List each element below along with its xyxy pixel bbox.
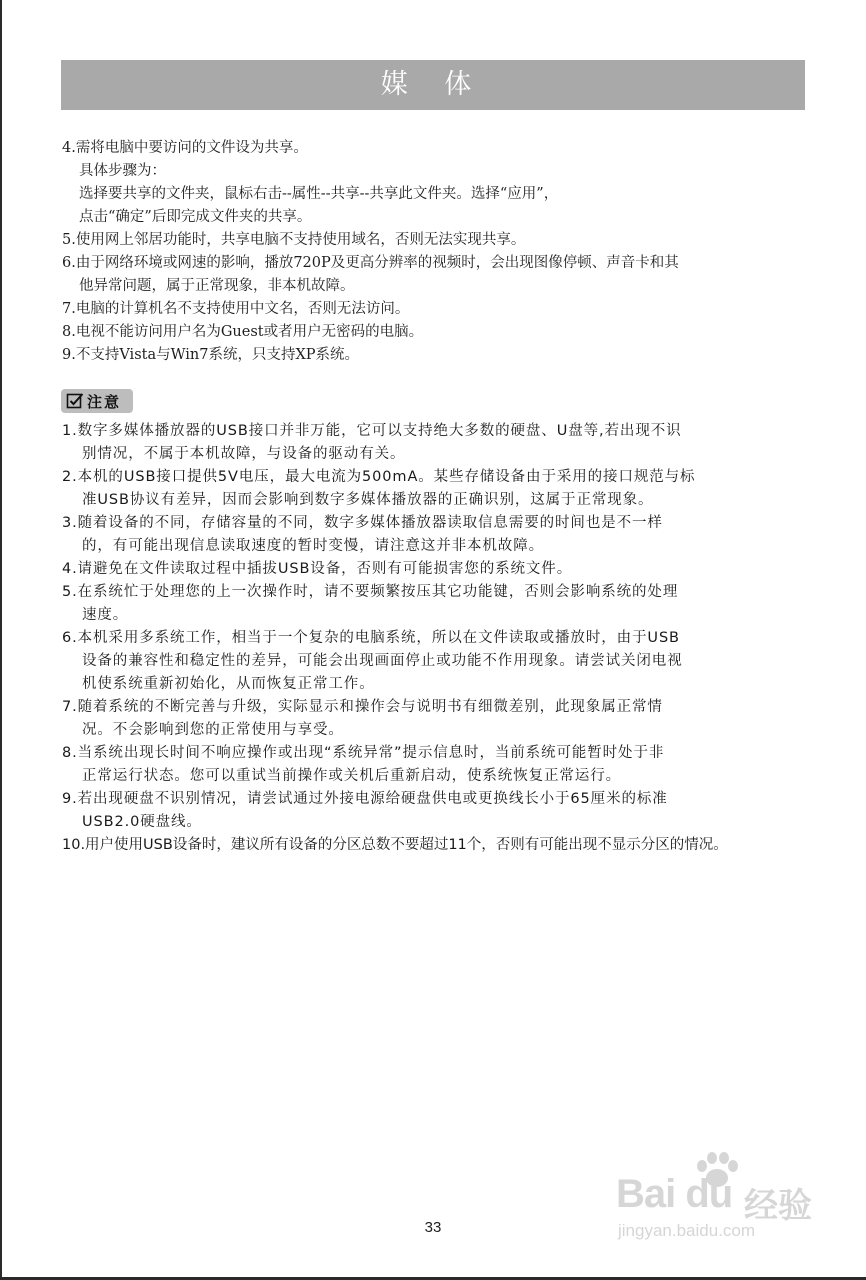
text-line-continuation: 别情况，不属于本机故障，与设备的驱动有关。 bbox=[82, 446, 406, 462]
note-badge bbox=[61, 389, 133, 413]
list-item: 7.随着系统的不断完善与升级，实际显示和操作会与说明书有细微差别，此现象属正常情 bbox=[62, 699, 663, 715]
watermark-cn: 经验 bbox=[744, 1186, 812, 1226]
list-item: 6.由于网络环境或网速的影响，播放720P及更高分辨率的视频时，会出现图像停顿、声音卡和其 bbox=[62, 255, 679, 271]
text-line-continuation: 点击“确定”后即完成文件夹的共享。 bbox=[79, 209, 312, 225]
note-label: 注意 bbox=[87, 392, 122, 411]
page-left-border bbox=[0, 0, 2, 1280]
list-item: 10.用户使用USB设备时，建议所有设备的分区总数不要超过11个，否则有可能出现不显示分区的情况。 bbox=[62, 837, 728, 853]
list-item: 4.需将电脑中要访问的文件设为共享。 bbox=[62, 140, 308, 156]
watermark-logo: Bai du bbox=[616, 1172, 733, 1216]
text-line-continuation: 正常运行状态。您可以重试当前操作或关机后重新启动，使系统恢复正常运行。 bbox=[82, 768, 621, 784]
list-item: 9.若出现硬盘不识别情况，请尝试通过外接电源给硬盘供电或更换线长小于65厘米的标准 bbox=[62, 791, 668, 807]
list-item: 8.电视不能访问用户名为Guest或者用户无密码的电脑。 bbox=[62, 324, 424, 340]
text-line-continuation: 设备的兼容性和稳定性的差异，可能会出现画面停止或功能不作用现象。请尝试关闭电视 bbox=[82, 653, 683, 669]
text-line-continuation: 机使系统重新初始化，从而恢复正常工作。 bbox=[82, 676, 375, 692]
text-line-continuation: USB2.0硬盘线。 bbox=[82, 814, 202, 830]
sharing-notes-list bbox=[62, 137, 806, 367]
text-line-continuation: 他异常问题，属于正常现象，非本机故障。 bbox=[79, 278, 355, 294]
page-title: 媒 体 bbox=[61, 60, 805, 110]
baidu-jingyan-watermark bbox=[612, 1150, 822, 1250]
list-item: 2.本机的USB接口提供5V电压，最大电流为500mA。某些存储设备由于采用的接口规范与标 bbox=[62, 469, 696, 485]
text-line-continuation: 况。不会影响到您的正常使用与享受。 bbox=[82, 722, 344, 738]
caution-notes-list bbox=[62, 420, 810, 857]
list-item: 9.不支持Vista与Win7系统，只支持XP系统。 bbox=[62, 347, 360, 363]
text-line-continuation: 选择要共享的文件夹，鼠标右击--属性--共享--共享此文件夹。选择“应用”， bbox=[79, 186, 559, 202]
text-line-continuation: 具体步骤为： bbox=[79, 163, 166, 179]
text-line-continuation: 准USB协议有差异，因而会影响到数字多媒体播放器的正确识别，这属于正常现象。 bbox=[82, 492, 654, 508]
list-item: 1.数字多媒体播放器的USB接口并非万能，它可以支持绝大多数的硬盘、U盘等,若出现不识 bbox=[62, 423, 682, 439]
list-item: 6.本机采用多系统工作，相当于一个复杂的电脑系统，所以在文件读取或播放时，由于USB bbox=[62, 630, 680, 646]
edit-check-icon bbox=[66, 392, 84, 410]
watermark-url: jingyan.baidu.com bbox=[618, 1221, 756, 1240]
page-number: 33 bbox=[424, 1219, 442, 1236]
list-item: 3.随着设备的不同，存储容量的不同，数字多媒体播放器读取信息需要的时间也是不一样 bbox=[62, 515, 663, 531]
list-item: 5.使用网上邻居功能时，共享电脑不支持使用域名，否则无法实现共享。 bbox=[62, 232, 526, 248]
list-item: 7.电脑的计算机名不支持使用中文名，否则无法访问。 bbox=[62, 301, 410, 317]
text-line-continuation: 速度。 bbox=[82, 607, 129, 623]
list-item: 4.请避免在文件读取过程中插拔USB设备，否则有可能损害您的系统文件。 bbox=[62, 561, 573, 577]
text-line-continuation: 的，有可能出现信息读取速度的暂时变慢，请注意这并非本机故障。 bbox=[82, 538, 544, 554]
list-item: 5.在系统忙于处理您的上一次操作时，请不要频繁按压其它功能键，否则会影响系统的处理 bbox=[62, 584, 679, 600]
list-item: 8.当系统出现长时间不响应操作或出现“系统异常”提示信息时，当前系统可能暂时处于非 bbox=[62, 745, 665, 761]
